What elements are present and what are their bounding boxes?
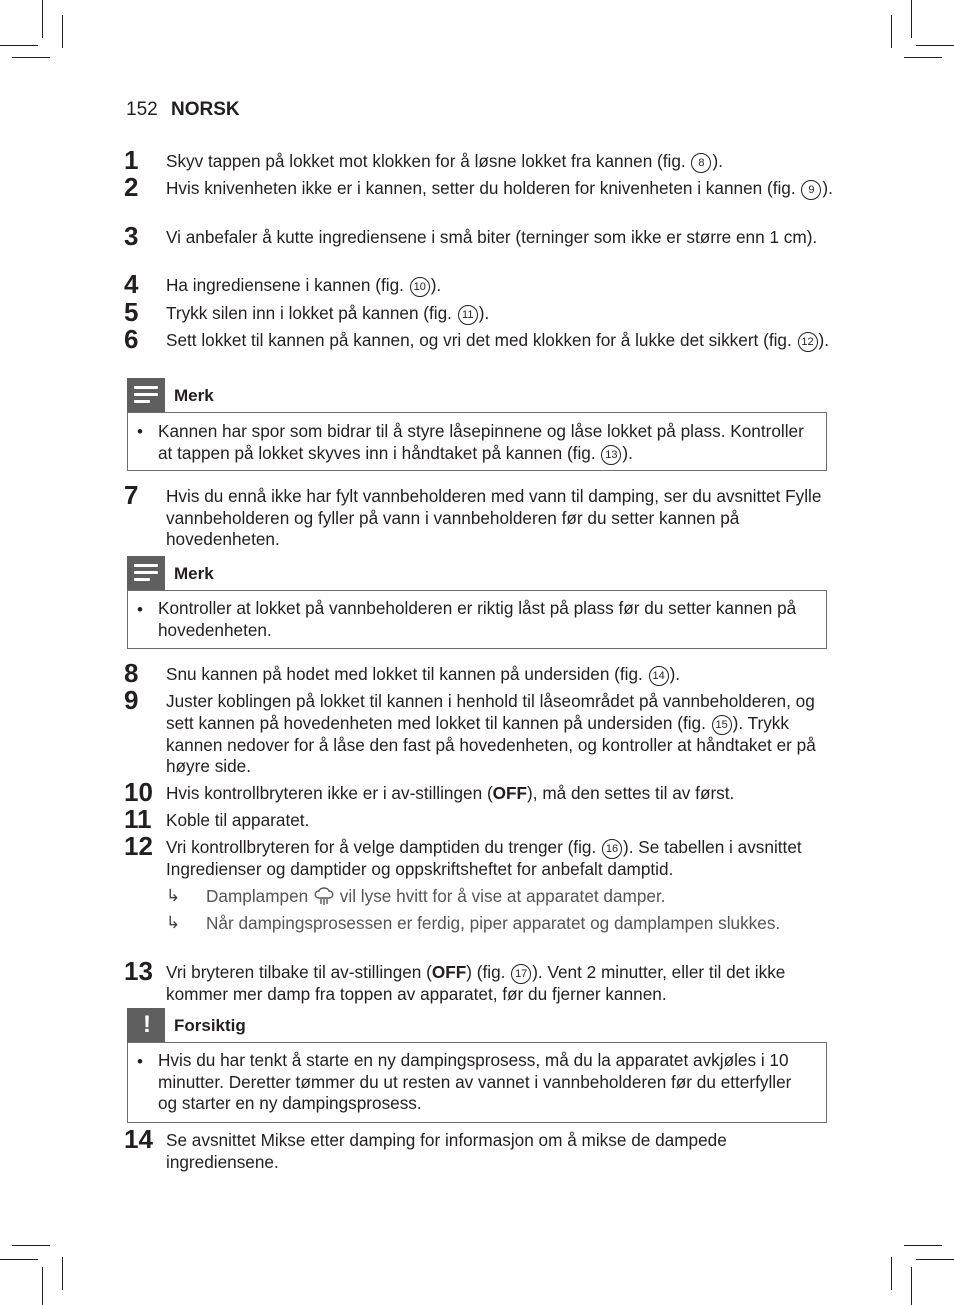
step-number: 12 bbox=[124, 831, 153, 861]
crop-mark bbox=[904, 1245, 942, 1246]
step-number: 14 bbox=[124, 1124, 153, 1154]
step-text: Vi anbefaler å kutte ingrediensene i små biter (terninger som ikke er større enn 1 cm). bbox=[166, 227, 818, 247]
note-box bbox=[127, 412, 827, 471]
step-number: 7 bbox=[124, 480, 139, 510]
result-text: Når dampingsprosessen er ferdig, piper apparatet og damplampen slukkes. bbox=[206, 913, 781, 933]
step-number: 6 bbox=[124, 324, 139, 354]
step-number: 5 bbox=[124, 297, 139, 327]
crop-mark bbox=[904, 57, 942, 58]
step-number: 1 bbox=[124, 145, 139, 175]
crop-mark bbox=[0, 45, 38, 46]
step-text: Hvis knivenheten ikke er i kannen, setter du holderen for knivenheten i kannen (fig. 9 ). bbox=[166, 178, 833, 198]
step-text: Skyv tappen på lokket mot klokken for å løsne lokket fra kannen (fig. 8 ). bbox=[166, 151, 723, 171]
step-text: Vri kontrollbryteren for å velge damptiden du trenger (fig. 16 ). Se tabellen i avsnittet Ingredienser og damptider og oppskriftsheftet for anbefalt damptid. bbox=[166, 837, 802, 879]
bullet: • bbox=[137, 422, 143, 441]
bullet: • bbox=[137, 600, 143, 619]
note-label: Merk bbox=[174, 564, 214, 583]
crop-mark bbox=[42, 1267, 43, 1305]
figure-ref: 12 bbox=[798, 332, 818, 352]
caution-icon: ! bbox=[127, 1008, 165, 1042]
crop-mark bbox=[916, 45, 954, 46]
step-text: Vri bryteren tilbake til av-stillingen (OFF) (fig. 17 ). Vent 2 minutter, eller til det ikke kommer mer damp fra toppen av apparatet, før du fjerner kannen. bbox=[166, 962, 786, 1004]
crop-mark bbox=[42, 0, 43, 38]
crop-mark bbox=[891, 15, 892, 48]
figure-ref: 15 bbox=[712, 715, 732, 735]
figure-ref: 16 bbox=[602, 839, 622, 859]
step-text: Hvis kontrollbryteren ikke er i av-stillingen (OFF), må den settes til av først. bbox=[166, 783, 735, 803]
crop-mark bbox=[916, 1259, 954, 1260]
section-language: NORSK bbox=[170, 99, 240, 120]
crop-mark bbox=[911, 1267, 912, 1305]
crop-mark bbox=[12, 57, 50, 58]
step-text: Hvis du ennå ikke har fylt vannbeholderen med vann til damping, ser du avsnittet Fylle vannbeholderen og fyller på vann i vannbeholderen før du setter kannen på hovedenheten. bbox=[166, 486, 822, 550]
figure-ref: 10 bbox=[410, 277, 430, 297]
step-text: Koble til apparatet. bbox=[166, 810, 310, 830]
crop-mark bbox=[12, 1245, 50, 1246]
bullet: • bbox=[137, 1052, 143, 1071]
step-text: Sett lokket til kannen på kannen, og vri det med klokken for å lukke det sikkert (fig. 12 ). bbox=[166, 330, 830, 350]
step-number: 2 bbox=[124, 172, 139, 202]
step-text: Snu kannen på hodet med lokket til kannen på undersiden (fig. 14 ). bbox=[166, 664, 681, 684]
note-text: Kannen har spor som bidrar til å styre låsepinnene og låse lokket på plass. Kontroller at tappen på lokket skyves inn i håndtaket på kannen (fig. 13 ). bbox=[158, 421, 804, 463]
page-number: 152 bbox=[126, 99, 158, 120]
step-number: 4 bbox=[124, 269, 139, 299]
step-text: Trykk silen inn i lokket på kannen (fig. 11 ). bbox=[166, 303, 490, 323]
page-header bbox=[126, 99, 240, 121]
caution-box bbox=[127, 1042, 827, 1123]
figure-ref: 14 bbox=[649, 666, 669, 686]
crop-mark bbox=[62, 1257, 63, 1290]
crop-mark bbox=[0, 1259, 38, 1260]
step-number: 3 bbox=[124, 221, 139, 251]
step-number: 10 bbox=[124, 777, 153, 807]
step-text: Juster koblingen på lokket til kannen i henhold til låseområdet på vannbeholderen, og sett kannen på hovedenheten med lokket til kannen på undersiden (fig. 15 ). Trykk kannen nedover for å låse den fast på hovedenheten, og kontroller at håndtaket er på høyre side. bbox=[166, 691, 816, 777]
caution-label: Forsiktig bbox=[174, 1016, 246, 1035]
crop-mark bbox=[891, 1257, 892, 1290]
crop-mark bbox=[911, 0, 912, 38]
note-label: Merk bbox=[174, 386, 214, 405]
step-text: Ha ingrediensene i kannen (fig. 10 ). bbox=[166, 275, 442, 295]
figure-ref: 9 bbox=[801, 180, 821, 200]
caution-text: Hvis du har tenkt å starte en ny dampingsprosess, må du la apparatet avkjøles i 10 minutter. Deretter tømmer du ut resten av vannet i vannbeholderen før du etterfyller og starter en ny dampingsprosess. bbox=[158, 1050, 792, 1114]
note-icon bbox=[127, 556, 165, 590]
figure-ref: 8 bbox=[691, 153, 711, 173]
figure-ref: 11 bbox=[458, 305, 478, 325]
figure-ref: 13 bbox=[601, 445, 621, 465]
step-number: 13 bbox=[124, 956, 153, 986]
step-number: 9 bbox=[124, 685, 139, 715]
steam-light-icon bbox=[313, 886, 335, 906]
figure-ref: 17 bbox=[511, 964, 531, 984]
result-arrow-icon: ↳ bbox=[166, 886, 181, 905]
note-text: Kontroller at lokket på vannbeholderen er riktig låst på plass før du setter kannen på hovedenheten. bbox=[158, 598, 797, 640]
note-box bbox=[127, 590, 827, 649]
step-text: Se avsnittet Mikse etter damping for informasjon om å mikse de dampede ingrediensene. bbox=[166, 1130, 727, 1172]
note-icon bbox=[127, 378, 165, 412]
crop-mark bbox=[62, 15, 63, 48]
step-number: 8 bbox=[124, 658, 139, 688]
result-text: Damplampen vil lyse hvitt for å vise at apparatet damper. bbox=[206, 886, 666, 906]
result-arrow-icon: ↳ bbox=[166, 913, 181, 932]
step-number: 11 bbox=[124, 804, 152, 834]
